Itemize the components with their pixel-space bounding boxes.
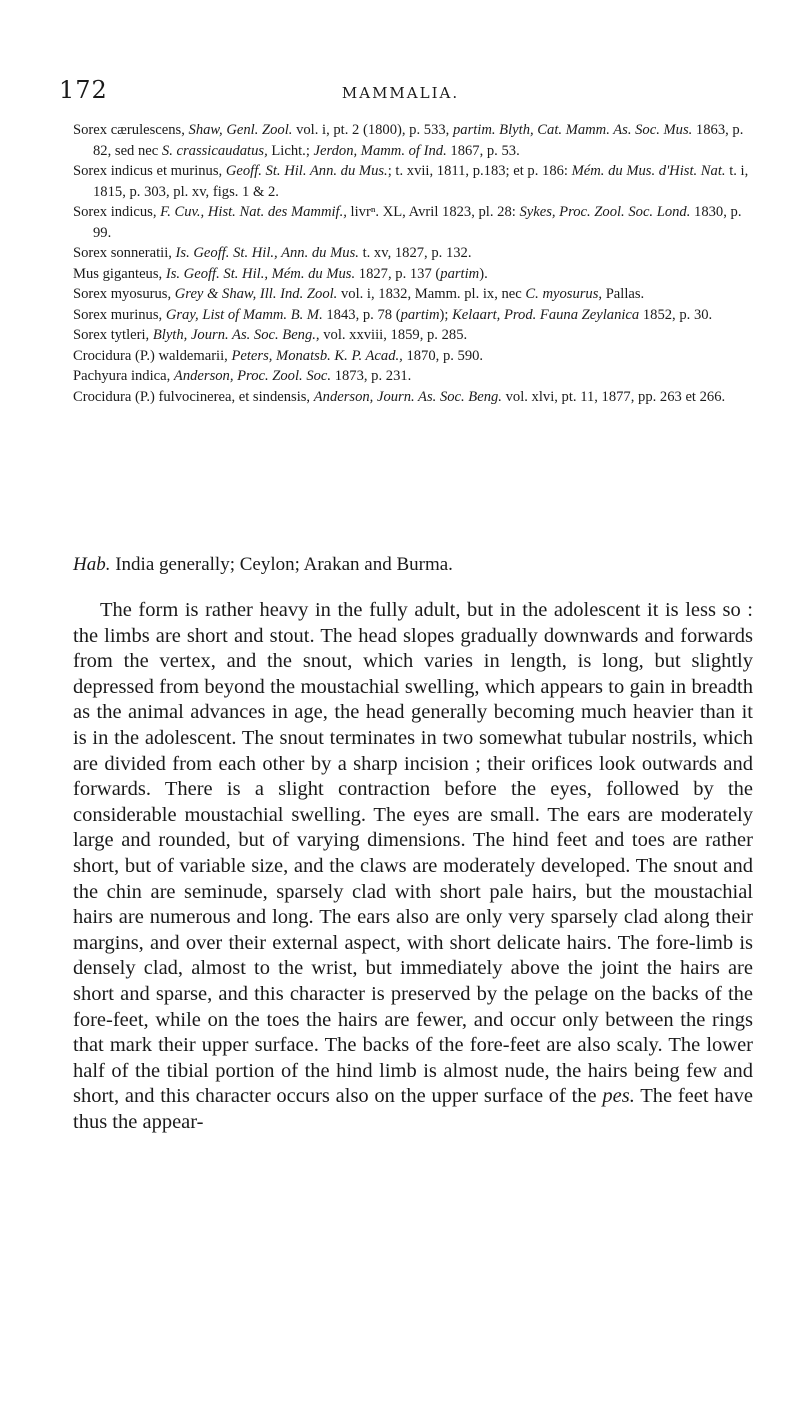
citation-italic: Is. Geoff. St. Hil., Mém. du Mus. — [165, 265, 356, 282]
citation-italic: Anderson, Journ. As. Soc. Beng. — [313, 388, 502, 405]
citation-italic: Is. Geoff. St. Hil., Ann. du Mus. — [175, 245, 359, 261]
citation-italic: C. myosurus, — [525, 286, 603, 302]
description-paragraph — [73, 598, 753, 1135]
habitat-line — [73, 554, 753, 576]
text-run: Sorex cærulescens, — [73, 122, 189, 138]
synonym-entry — [73, 325, 753, 346]
synonym-entry — [73, 161, 753, 202]
text-run: Pachyura indica, — [73, 368, 174, 384]
text-run: 1873, p. 231. — [331, 368, 412, 384]
text-run: Sorex sonneratii, — [73, 245, 176, 261]
citation-italic: S. crassicaudatus, — [161, 142, 268, 159]
text-run: 1827, p. 137 ( — [355, 265, 441, 282]
habitat-label: Hab. — [73, 554, 111, 575]
text-run: vol. i, 1832, Mamm. pl. ix, nec — [337, 286, 526, 302]
text-run: 1870, p. 590. — [402, 347, 484, 364]
synonym-entry — [73, 387, 753, 408]
text-run: The feet have thus the appear- — [73, 1085, 754, 1133]
text-run: ; t. xvii, 1811, p.183; et p. 186: — [387, 163, 572, 179]
text-run: Crocidura (P.) waldemarii, — [73, 347, 232, 364]
synonym-entry — [73, 202, 753, 243]
text-run: 1852, p. 30. — [639, 306, 713, 323]
text-run: ). — [479, 265, 488, 282]
synonymy-list — [73, 120, 753, 407]
text-run: Sorex indicus, — [73, 204, 161, 220]
citation-italic: Gray, List of Mamm. B. M. — [165, 306, 323, 323]
citation-italic: Jerdon, Mamm. of Ind. — [313, 142, 447, 159]
citation-italic: pes. — [602, 1085, 635, 1108]
synonym-entry — [73, 284, 753, 305]
page-number: 172 — [59, 76, 108, 104]
text-run: vol. xxviii, 1859, p. 285. — [319, 327, 468, 343]
synonym-entry — [73, 243, 753, 264]
synonym-entry — [73, 366, 753, 387]
habitat-text: India generally; Ceylon; Arakan and Burma. — [110, 554, 453, 575]
text-run: 1867, p. 53. — [446, 142, 520, 159]
citation-italic: Anderson, Proc. Zool. Soc. — [173, 368, 332, 384]
running-title: MAMMALIA. — [341, 84, 460, 102]
text-run: 1863, p. 82, sed nec — [93, 122, 744, 159]
citation-italic: partim — [400, 306, 440, 323]
text-run: Licht.; — [267, 142, 314, 159]
citation-italic: Mém. du Mus. d'Hist. Nat. — [571, 163, 726, 179]
text-run: t. xv, 1827, p. 132. — [358, 245, 472, 261]
synonym-entry — [73, 305, 753, 326]
citation-italic: partim — [440, 265, 480, 282]
text-run: 1843, p. 78 ( — [322, 306, 401, 323]
synonym-entry — [73, 120, 753, 161]
text-run: t. i, 1815, p. 303, pl. xv, figs. 1 & 2. — [93, 163, 749, 200]
text-run: 1830, p. 99. — [93, 204, 742, 241]
text-run: The form is rather heavy in the fully adult, but in the adolescent it is less so : the limbs are short and stout. The head slopes gradually downwards and forwards from the vertex, and the snout, which varies in length, is long, but slightly depressed from beyond the moustachial swelling, which appears to gain in breadth as the animal advances in age, the head generally becoming much heavier than it is in the adolescent. The snout terminates in two somewhat tubular nostrils, which are divided from each other by a sharp incision ; their orifices look outwards and forwards. There is a slight contraction before the eyes, followed by the considerable moustachial swelling. The eyes are small. The ears are moderately large and rounded, but of varying dimensions. The hind feet and toes are rather short, but of variable size, and the claws are moderately developed. The snout and the chin are seminude, sparsely clad with short pale hairs, but the moustachial hairs are numerous and long. The ears also are only very sparsely clad along their margins, and over their external aspect, with short delicate hairs. The fore-limb is densely clad, almost to the wrist, but immediately above the joint the hairs are short and sparse, and this character is preserved by the pelage on the backs of the fore-feet, while on the toes the hairs are fewer, and occur only between the rings that mark their upper surface. The backs of the fore-feet are also scaly. The lower half of the tibial portion of the hind limb is almost nude, the hairs being few and short, and this character occurs also on the upper surface of the — [73, 599, 753, 1108]
citation-italic: Blyth, Journ. As. Soc. Beng., — [152, 327, 320, 343]
synonym-entry — [73, 346, 753, 367]
text-run: Pallas. — [602, 286, 645, 302]
citation-italic: Shaw, Genl. Zool. — [188, 122, 293, 138]
text-run: Sorex myosurus, — [73, 286, 175, 302]
text-run: livrⁿ. XL, Avril 1823, pl. 28: — [346, 204, 520, 220]
text-run: Crocidura (P.) fulvocinerea, et sindensis, — [73, 388, 314, 405]
citation-italic: F. Cuv., Hist. Nat. des Mammif., — [160, 204, 347, 220]
synonym-entry — [73, 264, 753, 285]
citation-italic: partim. Blyth, Cat. Mamm. As. Soc. Mus. — [452, 122, 693, 138]
citation-italic: Peters, Monatsb. K. P. Acad., — [231, 347, 403, 364]
text-run: Sorex tytleri, — [73, 327, 153, 343]
citation-italic: Sykes, Proc. Zool. Soc. Lond. — [519, 204, 691, 220]
text-run: Sorex murinus, — [73, 306, 166, 323]
text-run: Mus giganteus, — [73, 265, 166, 282]
text-run: vol. xlvi, pt. 11, 1877, pp. 263 et 266. — [501, 388, 726, 405]
citation-italic: Geoff. St. Hil. Ann. du Mus. — [225, 163, 388, 179]
text-run: vol. i, pt. 2 (1800), p. 533, — [292, 122, 453, 138]
citation-italic: Grey & Shaw, Ill. Ind. Zool. — [174, 286, 338, 302]
text-run: ); — [439, 306, 453, 323]
text-run: Sorex indicus et murinus, — [73, 163, 226, 179]
citation-italic: Kelaart, Prod. Fauna Zeylanica — [452, 306, 640, 323]
